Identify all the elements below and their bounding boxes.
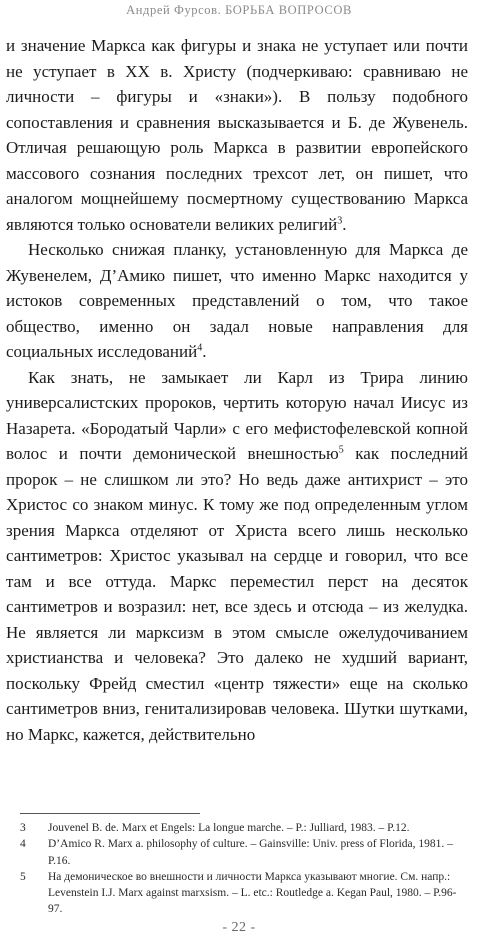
footnote-divider bbox=[20, 813, 200, 814]
paragraph-1 bbox=[6, 33, 468, 237]
footnote-4 bbox=[20, 836, 460, 869]
paragraph-1-end: . bbox=[342, 214, 347, 234]
main-text bbox=[6, 33, 468, 747]
footnote-text: На демоническое во внешности и личности Маркса указывают многие. См. напр.: Levenstein I.J. Marx against marxsism. – L. etc.: Routledge a. Kegan Paul, 1980. – P.96-97. bbox=[48, 870, 457, 916]
running-title: Андрей Фурсов. БОРЬБА ВОПРОСОВ bbox=[126, 3, 352, 17]
footnote-ref-4[interactable]: 4 bbox=[197, 342, 203, 354]
paragraph-3 bbox=[6, 365, 468, 748]
paragraph-3-text-a: Как знать, не замыкает ли Карл из Трира линию универсалистских пророков, чертить которую начал Иисус из Назарета. «Бородатый Чарли» с его мефистофелевской копной волос и почти демонической внешностью bbox=[6, 367, 468, 463]
paragraph-2 bbox=[6, 237, 468, 365]
footnote-text: Jouvenel B. de. Marx et Engels: La longue marche. – P.: Julliard, 1983. – P.12. bbox=[48, 822, 410, 834]
paragraph-2-text: Несколько снижая планку, установленную для Маркса де Жувенелем, Д’Амико пишет, что именно Маркс находится у истоков современных представлений о том, что такое общество, именно он задал новые направления для социальных исследований bbox=[6, 240, 468, 361]
footnote-3 bbox=[20, 820, 460, 836]
footnote-text: D’Amico R. Marx a. philosophy of culture. – Gainsville: Univ. press of Florida, 1981. – P.16. bbox=[48, 838, 453, 867]
footnote-ref-5[interactable]: 5 bbox=[338, 444, 344, 456]
footnotes bbox=[20, 820, 460, 918]
footnote-number: 4 bbox=[20, 838, 26, 851]
paragraph-2-end: . bbox=[202, 342, 207, 361]
footnote-number: 3 bbox=[20, 822, 26, 834]
paragraph-1-text: и значение Маркса как фигуры и знака не уступает или почти не уступает в XX в. Христу (подчеркиваю: сравниваю не личности – фигуры и «знаки»). В пользу подобного сопоставления и сравнения высказывается и Б. де Жувенель. Отличая решающую роль Маркса в развитии европейского массового сознания последних трехсот лет, он пишет, что аналогом мощнейшему посмертному существованию Маркса являются только основатели великих религий bbox=[6, 36, 468, 234]
footnote-number: 5 bbox=[20, 870, 26, 883]
page-number: - 22 - bbox=[222, 920, 256, 935]
footnote-ref-3[interactable]: 3 bbox=[337, 214, 343, 226]
paragraph-3-text-b: как последний пророк – не слишком ли это? Но ведь даже антихрист – это Христос со знаком минус. К тому же под определенным углом зрения Маркса отделяют от Христа всего лишь несколько сантиметров: Христос указывал на сердце и говорил, что все там и все оттуда. Маркс переместил перст на десяток сантиметров и возразил: нет, все здесь и отсюда – из желудка. Не является ли марксизм в этом смысле ожелудочиванием христианства и человека? Это далеко не худший вариант, поскольку Фрейд сместил «центр тяжести» еще на сколько сантиметров вниз, генитализировав человека. Шутки шутками, но Маркс, кажется, действительно bbox=[6, 444, 469, 744]
footnote-5 bbox=[20, 869, 460, 918]
